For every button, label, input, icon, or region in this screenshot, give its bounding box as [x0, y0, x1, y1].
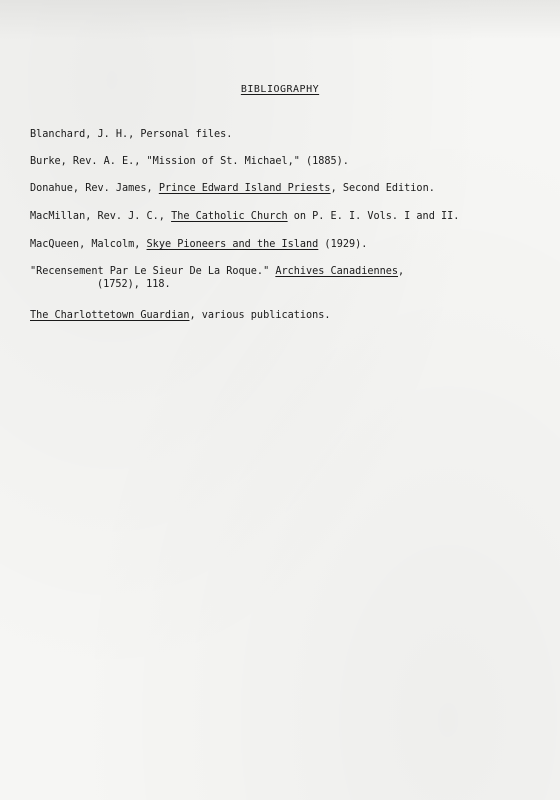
entry-rest: , various publications. [189, 310, 331, 321]
entry-work-title: Skye Pioneers and the Island [146, 239, 319, 250]
entry-rest: Personal files. [134, 129, 233, 140]
entry-author: Donahue, Rev. James, [30, 183, 153, 194]
entry-rest: on P. E. I. Vols. I and II. [287, 211, 460, 222]
entry-rest: "Mission of St. Michael," (1885). [140, 156, 349, 167]
bibliography-entry [30, 238, 367, 251]
entry-work-title: Prince Edward Island Priests [158, 183, 331, 194]
entry-author: "Recensement Par Le Sieur De La Roque." [30, 266, 270, 277]
bibliography-entry [30, 155, 349, 168]
bibliography-entry [30, 210, 459, 223]
bibliography-entry [30, 128, 232, 141]
entry-work-title: The Charlottetown Guardian [30, 310, 190, 321]
entry-author: MacQueen, Malcolm, [30, 239, 141, 250]
bibliography-entry [30, 309, 331, 322]
scan-shadow [0, 0, 560, 40]
entry-author: MacMillan, Rev. J. C., [30, 211, 165, 222]
entry-continuation: (1752), 118. [97, 279, 171, 290]
page-title: BIBLIOGRAPHY [240, 84, 320, 95]
entry-work-title: The Catholic Church [171, 211, 288, 222]
entry-author: Burke, Rev. A. E., [30, 156, 141, 167]
entry-rest: (1929). [318, 239, 368, 250]
entry-rest: , [398, 266, 405, 277]
entry-author: Blanchard, J. H., [30, 129, 135, 140]
entry-work-title: Archives Canadiennes [275, 266, 399, 277]
bibliography-entry [30, 182, 435, 195]
bibliography-entry [30, 265, 404, 278]
entry-rest: , Second Edition. [330, 183, 435, 194]
